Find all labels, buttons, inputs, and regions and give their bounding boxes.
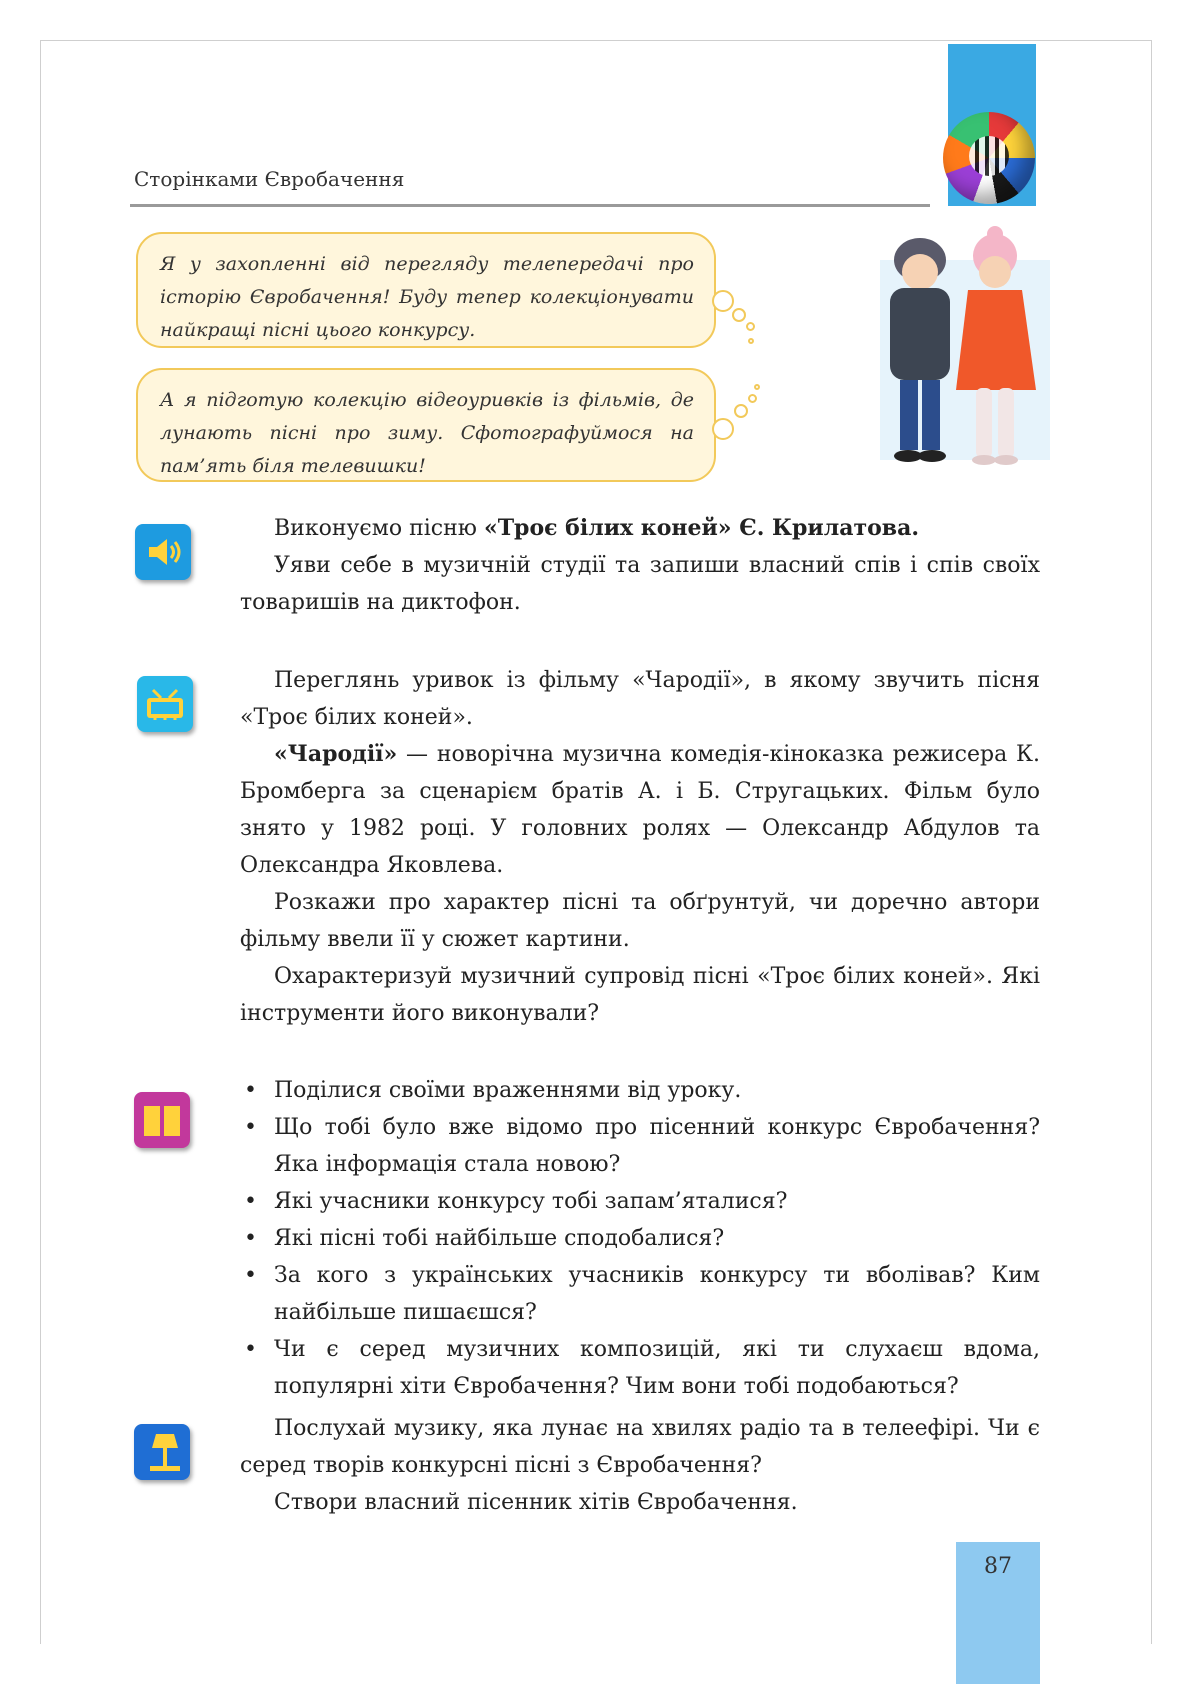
list-item: • За кого з українських учасників конкурсу ти вболівав? Ким найбільше пишаєшся? (240, 1257, 1040, 1331)
sing-task (240, 547, 1040, 621)
sing-paragraph (240, 510, 1040, 547)
list-item: • Що тобі було вже відомо про пісенний конкурс Євробачення? Яка інформація стала новою? (240, 1109, 1040, 1183)
bubble-dot (734, 404, 748, 418)
film-title: «Чародії» (274, 741, 398, 767)
film-icon (137, 676, 193, 732)
speaker-icon (135, 524, 191, 580)
homework-p2-text: Створи власний пісенник хітів Євробачення. (274, 1490, 798, 1515)
bubble-dot (746, 322, 755, 331)
list-item: • Які пісні тобі найбільше сподобалися? (240, 1220, 1040, 1257)
bubble-dot (712, 418, 734, 440)
header-rule (130, 204, 930, 207)
page-number: 87 (984, 1554, 1012, 1579)
homework-p2 (240, 1484, 1040, 1521)
film-p1-text: Переглянь уривок із фільму «Чародії», в якому звучить пісня «Троє білих коней». (240, 668, 1040, 730)
film-p3 (240, 884, 1040, 958)
list-item: • Які учасники конкурсу тобі запам’яталися? (240, 1183, 1040, 1220)
sing-lead: Виконуємо пісню (274, 516, 484, 541)
film-p2 (240, 736, 1040, 884)
reflection-list (240, 1072, 1040, 1405)
running-title: Сторінками Євробачення (134, 167, 405, 191)
film-p2-text: — новорічна музична комедія-кіноказка режисера К. Бромберга за сценарієм братів А. і Б. Стругацьких. Фільм було знято у 1982 році. У головних ролях — Олександр Абдулов та Олександра Яковлева. (240, 742, 1040, 878)
speech-bubble-2: А я підготую колекцію відеоуривків із фільмів, де лунають пісні про зиму. Сфотографуймося на пам’ять біля телевишки! (136, 368, 716, 482)
list-item: • Чи є серед музичних композицій, які ти слухаєш вдома, популярні хіти Євробачення? Чим вони тобі подобаються? (240, 1331, 1040, 1405)
eurovision-globe-icon (943, 112, 1035, 204)
homework-p1-text: Послухай музику, яка лунає на хвилях радіо та в телеефірі. Чи є серед творів конкурсні пісні з Євробачення? (240, 1416, 1040, 1478)
homework-p1 (240, 1410, 1040, 1484)
film-p4 (240, 958, 1040, 1032)
bubble-dot (748, 338, 754, 344)
film-p3-text: Розкажи про характер пісні та обґрунтуй, чи доречно автори фільму ввели її у сюжет картини. (240, 890, 1040, 952)
list-item: • Поділися своїми враженнями від уроку. (240, 1072, 1040, 1109)
lamp-icon (134, 1424, 190, 1480)
book-icon (134, 1092, 190, 1148)
speech-bubble-1: Я у захопленні від перегляду телепередачі про історію Євробачення! Буду тепер колекціонувати найкращі пісні цього конкурсу. (136, 232, 716, 348)
bubble-dot (732, 308, 746, 322)
bubble-dot (712, 290, 734, 312)
song-title: «Троє білих коней» Є. Крилатова. (483, 515, 919, 541)
bubble-dot (748, 394, 757, 403)
children-illustration (860, 220, 1060, 490)
film-p1 (240, 662, 1040, 736)
sing-task-text: Уяви себе в музичній студії та запиши власний спів і спів своїх товаришів на диктофон. (240, 553, 1040, 615)
page-number-box (956, 1542, 1040, 1684)
bubble-dot (754, 384, 760, 390)
film-p4-text: Охарактеризуй музичний супровід пісні «Троє білих коней». Які інструменти його виконували? (240, 964, 1040, 1026)
